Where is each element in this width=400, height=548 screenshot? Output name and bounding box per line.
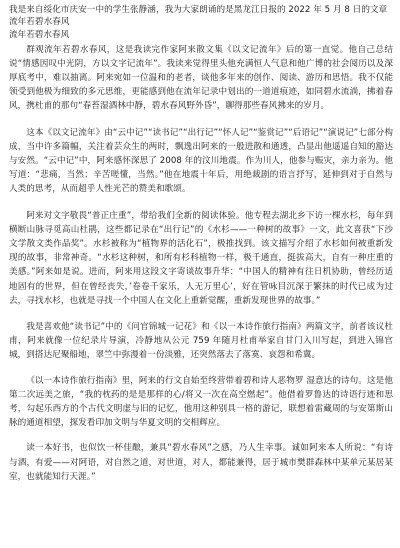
intro-line: 我是来自绥化市庆安一中的学生张静涵，我为大家朗诵的是黑龙江日报的 2022 年 5 月 8 日的文章流年若碧水春风 [9,5,388,28]
paragraph-5: 《以一本诗作旅行指南》里，阿来的行文自始至终营带着碧和诗人恶物罗 湿意达的诗句。这是他第二次远美之旅，“我的枕药的是是那样的心/将又一次在高空燃起”。他借着罗鲁达的诗语行迹和思考，勾起乐西方的个古代文明虚与旧的记忆，他用这种别具一格的游记，联想着雷藏周的与安第斯山脉的通道相望，探发看印加文明与华夏文明的交相辉应。 [9,375,393,429]
paragraph-3: 阿来对文字敬畏“普正庄重”，带给我们全新的阅读体验。他专程去湖北乡下访一棵水杉，每年到横断山脉寻觅高山杜鹃，这些都记录在“出行记”的《水杉——一种树的故事》一文，此文喜获“下沙文学散文类作品奖”。水杉被称为“植物界的活化石”，极推找到。该文描写介绍了水杉如何被重新发现的故事，非常神奇。“水杉这种树，和所有杉科植物一样，极千通直，挺拔高大，自有一种庄重的美感。”阿来如是说。进而，阿来用这段文字寄谈故事升华：“中国人的精神有往日机协助，曾经历适地固有的世界，但在曾经丧失，’卷卷千家乐，人无万里心’，好在管咏目沉深于繁抹的时代已成为过去，寻找水杉，也就是寻找一个中国人在文化上重新觉醒，重新发现世界的故事。” [9,210,393,306]
paragraph-2: 这本《以文记流年》由“云中记”“读书记”“出行记”“怀人记”“鉴赏记”“后语记”“演说记”七部分构成，当中许多篇幅，关注着芸众生的两时，飘逸出阿来的一般进散和通透，凸显出他遥遥自知的豁达与安然。“云中记”中，阿来感怀深思了 2008 年的汶川地震。作为川人，他参与赈灾，亲力亲为。他写道：“悲痛，当然；辛苦嗟懂，当然。”他在地震十年后，用绝裁剧的语言抒写，延伸到对于自然与人类的思考，从而超乎人性光芒的赞美和歌颂。 [9,127,393,195]
paragraph-4: 我是喜欢他“读书记”中的《问官锦城一记花》和《以一本诗作旅行指南》两篇文字，前者该议杜甫，阿来就像一位纪录片导演，冷静地从公元 759 年随月杜甫举家自甘门入川写起，到进入锦官城，到搭达尼聚船地，翠竺中弥漫着一份淡雅，还突然落去了落寞、哀怨和希冀。 [9,322,393,361]
article-title: 流年若碧水春风 [9,30,70,41]
paragraph-1: 群观流年若碧水春风，这是我读完作家阿来散文集《以文记流年》后的第一直觉。他自己总结说“情感因叹中光阴，方以文字记流年”。我读来觉得里头他充满恒人气息和他广博的社会阅历以及深厚底考中，难以抽离。阿来宛如一位温和的老者，谈他多年来的创作、阅读、游历和思悟。我不仅能领受到他极为细致的多元思维，更能感到他在流年记录中划出的一道道痕迹，如同碧水流淌，拂着春风，携杜甫的那句“春苔湿酒林中静，碧水春风野外昏”，聊得那些春风拂来的岁月。 [9,44,393,112]
paragraph-6: 读一本好书，也似饮一杯佳酿，兼具“碧水春风”之感，乃人生幸事。诚如阿来本人所说：“有诗与酒，有爱——对阿语，对自然之道，对世道，对人，都能兼得，居于城市樊群森林中某单元某居某室，也就能知行天涯。” [9,443,393,482]
